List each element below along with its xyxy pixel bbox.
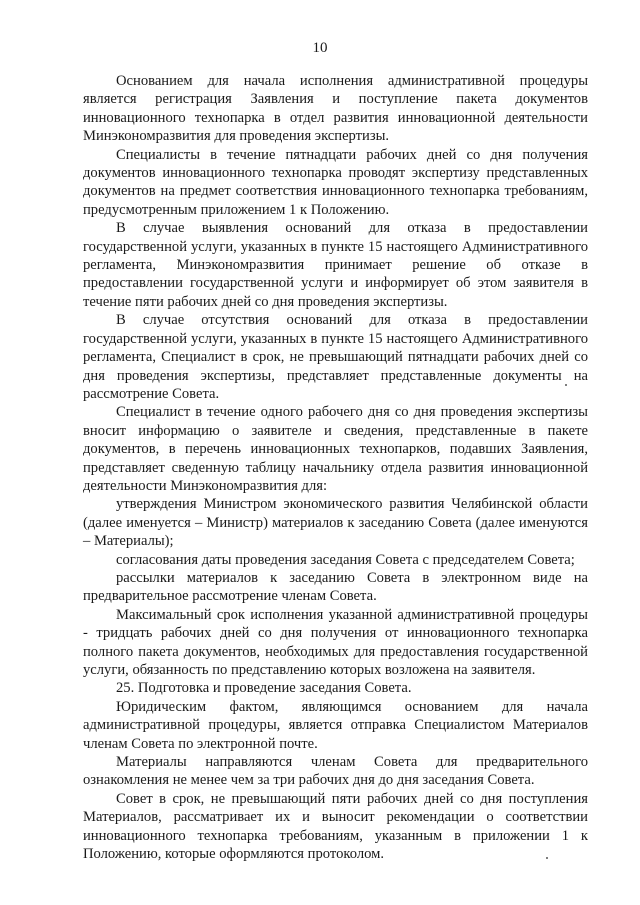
paragraph-materials-sent: Материалы направляются членам Совета для предварительного ознакомления не менее чем за три рабочих дня до дня заседания Совета. <box>83 754 588 789</box>
scan-speck <box>565 384 567 386</box>
paragraph-basis-expertise: Основанием для начала исполнения административной процедуры является регистрация Заявления и поступление пакета документов инновационного технопарка в отдел развития инновационной деятельности Минэкономразвития для проведения экспертизы. <box>83 73 588 145</box>
section-heading-council-meeting: 25. Подготовка и проведение заседания Совета. <box>116 680 412 697</box>
paragraph-expertise-period: Специалисты в течение пятнадцати рабочих дней со дня получения документов инновационного технопарка проводят экспертизу представленных документов на предмет соответствия инновационного технопарка требованиям, предусмотренным приложением 1 к Положению. <box>83 146 588 218</box>
page-number: 10 <box>312 40 328 56</box>
scan-speck <box>546 857 548 859</box>
paragraph-no-refusal-grounds: В случае отсутствия оснований для отказа в предоставлении государственной услуги, указанных в пункте 15 настоящего Административного регламента, Специалист в срок, не превышающий пятнадцати рабочих дней со дня проведения экспертизы, представляет представленные документы на рассмотрение Совета. <box>83 312 588 402</box>
paragraph-specialist-duties: Специалист в течение одного рабочего дня со дня проведения экспертизы вносит информацию о заявителе и сведения, представленные в пакете документов, в перечень инновационных технопарков, подавших Заявления, представляет сведенную таблицу начальнику отдела развития инновационной деятельности Минэкономразвития для: <box>83 404 588 494</box>
paragraph-materials-mailing: рассылки материалов к заседанию Совета в электронном виде на предварительное рассмотрение членам Совета. <box>83 569 588 605</box>
paragraph-council-review: Совет в срок, не превышающий пяти рабочих дней со дня поступления Материалов, рассматривает их и выносит рекомендации о соответствии инновационного технопарка требованиям, указанным в приложении 1 к Положению, которые оформляются протоколом. <box>83 790 588 863</box>
paragraph-approval-materials: утверждения Министром экономического развития Челябинской области (далее именуется – Министр) материалов к заседанию Совета (далее именуются – Материалы); <box>83 496 588 550</box>
paragraph-refusal-grounds: В случае выявления оснований для отказа в предоставлении государственной услуги, указанных в пункте 15 настоящего Административного регламента, Минэкономразвития принимает решение об отказе в предоставлении государственной услуги и информирует об этом заявителя в течение пяти рабочих дней со дня проведения экспертизы. <box>83 220 588 310</box>
paragraph-maximum-term: Максимальный срок исполнения указанной административной процедуры - тридцать рабочих дней со дня получения от инновационного технопарка полного пакета документов, необходимых для предоставления государственной услуги, обязанность по представлению которых возложена на заявителя. <box>83 606 588 678</box>
paragraph-meeting-date: согласования даты проведения заседания Совета с председателем Совета; <box>116 551 575 568</box>
document-body <box>83 72 588 863</box>
paragraph-legal-fact: Юридическим фактом, являющимся основанием для начала административной процедуры, является отправка Специалистом Материалов членам Совета по электронной почте. <box>83 698 588 752</box>
